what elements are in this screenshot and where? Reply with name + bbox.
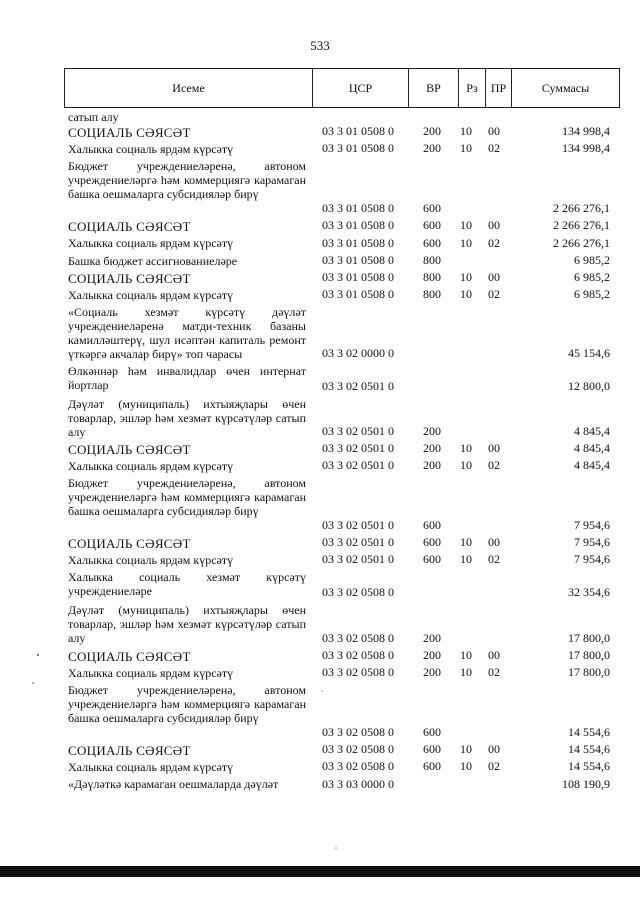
row-rz: 10 xyxy=(460,218,472,232)
row-vr: 800 xyxy=(423,253,441,267)
row-sum: 14 554,6 xyxy=(568,759,610,773)
row-csr: 03 3 02 0508 0 xyxy=(322,725,394,739)
row-vr: 200 xyxy=(423,665,441,679)
row-sum: 6 985,2 xyxy=(574,253,610,267)
row-vr: 200 xyxy=(423,424,441,438)
row-csr: 03 3 01 0508 0 xyxy=(322,141,394,155)
row-vr: 200 xyxy=(423,458,441,472)
row-name: СОЦИАЛЬ СӘЯСӘТ xyxy=(68,271,191,286)
row-name: Өлкәннәр һәм инвалидлар өчен интернат йортлар xyxy=(68,364,306,392)
row-vr: 600 xyxy=(423,742,441,756)
row-sum: 14 554,6 xyxy=(568,742,610,756)
row-vr: 600 xyxy=(423,518,441,532)
row-name: СОЦИАЛЬ СӘЯСӘТ xyxy=(68,442,191,457)
row-sum: 108 190,9 xyxy=(562,777,610,791)
row-pr: 00 xyxy=(488,648,500,662)
row-csr: 03 3 02 0501 0 xyxy=(322,424,394,438)
row-pr: 00 xyxy=(488,218,500,232)
row-rz: 10 xyxy=(460,141,472,155)
row-pr: 02 xyxy=(488,141,500,155)
row-name: Бюджет учреждениеләренә, автоном учреждениеләргә һәм коммерциягә карамаган башка оешмаларга субсидияләр бирү xyxy=(68,683,306,725)
row-rz: 10 xyxy=(460,648,472,662)
row-vr: 600 xyxy=(423,759,441,773)
row-vr: 200 xyxy=(423,441,441,455)
row-name: СОЦИАЛЬ СӘЯСӘТ xyxy=(68,649,191,664)
row-pr: 00 xyxy=(488,742,500,756)
row-rz: 10 xyxy=(460,535,472,549)
row-name: СОЦИАЛЬ СӘЯСӘТ xyxy=(68,125,191,140)
row-csr: 03 3 01 0508 0 xyxy=(322,253,394,267)
row-pr: 02 xyxy=(488,458,500,472)
row-csr: 03 3 01 0508 0 xyxy=(322,287,394,301)
row-sum: 4 845,4 xyxy=(574,458,610,472)
row-csr: 03 3 02 0508 0 xyxy=(322,585,394,599)
row-csr: 03 3 02 0508 0 xyxy=(322,665,394,679)
row-sum: 17 800,0 xyxy=(568,648,610,662)
page-number: 533 xyxy=(310,38,330,53)
row-csr: 03 3 02 0501 0 xyxy=(322,379,394,393)
row-csr: 03 3 01 0508 0 xyxy=(322,218,394,232)
row-sum: 45 154,6 xyxy=(568,346,610,360)
row-sum: 2 266 276,1 xyxy=(553,201,610,215)
row-vr: 600 xyxy=(423,201,441,215)
row-sum: 32 354,6 xyxy=(568,585,610,599)
row-name: Халыкка социаль ярдәм күрсәтү xyxy=(68,760,234,774)
row-rz: 10 xyxy=(460,458,472,472)
row-sum: 6 985,2 xyxy=(574,270,610,284)
row-sum: 7 954,6 xyxy=(574,518,610,532)
row-name: «Дәүләткә карамаган оешмаларда дәүләт xyxy=(68,777,279,791)
row-name: СОЦИАЛЬ СӘЯСӘТ xyxy=(68,743,191,758)
row-csr: 03 3 03 0000 0 xyxy=(322,777,394,791)
row-name: Халыкка социаль хезмәт күрсәтү учреждениеләре xyxy=(68,570,306,598)
row-pr: 02 xyxy=(488,665,500,679)
row-sum: 6 985,2 xyxy=(574,287,610,301)
row-sum: 134 998,4 xyxy=(562,124,610,138)
row-csr: 03 3 02 0000 0 xyxy=(322,346,394,360)
row-sum: 2 266 276,1 xyxy=(553,218,610,232)
row-rz: 10 xyxy=(460,270,472,284)
row-csr: 03 3 02 0501 0 xyxy=(322,458,394,472)
row-sum: 134 998,4 xyxy=(562,141,610,155)
header-name: Исеме xyxy=(65,69,313,107)
row-vr: 800 xyxy=(423,287,441,301)
row-name: СОЦИАЛЬ СӘЯСӘТ xyxy=(68,219,191,234)
row-rz: 10 xyxy=(460,124,472,138)
row-pr: 02 xyxy=(488,236,500,250)
row-rz: 10 xyxy=(460,441,472,455)
row-csr: 03 3 02 0501 0 xyxy=(322,552,394,566)
row-sum: 4 845,4 xyxy=(574,424,610,438)
row-csr: 03 3 02 0501 0 xyxy=(322,518,394,532)
row-sum: 17 800,0 xyxy=(568,665,610,679)
row-sum: 4 845,4 xyxy=(574,441,610,455)
row-rz: 10 xyxy=(460,287,472,301)
row-vr: 600 xyxy=(423,725,441,739)
row-name: Бюджет учреждениеләренә, автоном учреждениеләргә һәм коммерциягә карамаган башка оешмаларга субсидияләр бирү xyxy=(68,159,306,201)
row-pr: 00 xyxy=(488,441,500,455)
row-csr: 03 3 01 0508 0 xyxy=(322,201,394,215)
row-vr: 200 xyxy=(423,124,441,138)
row-rz: 10 xyxy=(460,552,472,566)
row-sum: 17 800,0 xyxy=(568,631,610,645)
row-csr: 03 3 02 0501 0 xyxy=(322,441,394,455)
row-csr: 03 3 02 0508 0 xyxy=(322,759,394,773)
row-name: Халыкка социаль ярдәм күрсәтү xyxy=(68,236,234,250)
row-name: «Социаль хезмәт күрсәтү дәүләт учреждениеләренә матди-техник базаны камилләштерү, шул исәптән капиталь ремонт үткәргә акчалар бирү» топ чарасы xyxy=(68,305,306,361)
row-vr: 200 xyxy=(423,648,441,662)
row-csr: 03 3 02 0508 0 xyxy=(322,648,394,662)
row-csr: 03 3 01 0508 0 xyxy=(322,236,394,250)
row-name: Дәүләт (муниципаль) ихтыяҗлары өчен товарлар, эшләр һәм хезмәт күрсәтүләр сатып алу xyxy=(68,603,306,645)
row-vr: 600 xyxy=(423,218,441,232)
row-sum: 14 554,6 xyxy=(568,725,610,739)
scan-border-bar xyxy=(0,866,640,877)
row-csr: 03 3 02 0501 0 xyxy=(322,535,394,549)
header-vr: ВР xyxy=(409,69,459,107)
row-rz: 10 xyxy=(460,236,472,250)
row-name: Башка бюджет ассигнованиеләре xyxy=(68,254,238,268)
row-name: Халыкка социаль ярдәм күрсәтү xyxy=(68,666,234,680)
row-sum: 7 954,6 xyxy=(574,552,610,566)
header-csr: ЦСР xyxy=(313,69,409,107)
row-vr: 800 xyxy=(423,270,441,284)
row-pr: 02 xyxy=(488,759,500,773)
row-sum: 7 954,6 xyxy=(574,535,610,549)
row-name: Халыкка социаль ярдәм күрсәтү xyxy=(68,459,234,473)
row-name: Бюджет учреждениеләренә, автоном учреждениеләргә һәм коммерциягә карамаган башка оешмаларга субсидияләр бирү xyxy=(68,476,306,518)
row-csr: 03 3 02 0508 0 xyxy=(322,742,394,756)
row-pr: 02 xyxy=(488,552,500,566)
row-name: Халыкка социаль ярдәм күрсәтү xyxy=(68,288,234,302)
row-sum: 2 266 276,1 xyxy=(553,236,610,250)
row-rz: 10 xyxy=(460,742,472,756)
row-csr: 03 3 01 0508 0 xyxy=(322,124,394,138)
row-pr: 00 xyxy=(488,270,500,284)
row-csr: 03 3 02 0508 0 xyxy=(322,631,394,645)
row-pr: 02 xyxy=(488,287,500,301)
row-sum: 12 800,0 xyxy=(568,379,610,393)
row-vr: 600 xyxy=(423,535,441,549)
row-name: Дәүләт (муниципаль) ихтыяҗлары өчен товарлар, эшләр һәм хезмәт күрсәтүләр сатып алу xyxy=(68,397,306,439)
row-name: СОЦИАЛЬ СӘЯСӘТ xyxy=(68,536,191,551)
row-name: Халыкка социаль ярдәм күрсәтү xyxy=(68,142,234,156)
row-name: сатып алу xyxy=(68,110,119,124)
row-csr: 03 3 01 0508 0 xyxy=(322,270,394,284)
row-vr: 600 xyxy=(423,552,441,566)
row-vr: 200 xyxy=(423,631,441,645)
row-rz: 10 xyxy=(460,665,472,679)
row-rz: 10 xyxy=(460,759,472,773)
header-pr: ПР xyxy=(486,69,512,107)
row-pr: 00 xyxy=(488,535,500,549)
row-vr: 200 xyxy=(423,141,441,155)
row-vr: 600 xyxy=(423,236,441,250)
row-pr: 00 xyxy=(488,124,500,138)
header-rz: Рз xyxy=(459,69,486,107)
header-sum: Суммасы xyxy=(541,81,590,95)
row-name: Халыкка социаль ярдәм күрсәтү xyxy=(68,553,234,567)
